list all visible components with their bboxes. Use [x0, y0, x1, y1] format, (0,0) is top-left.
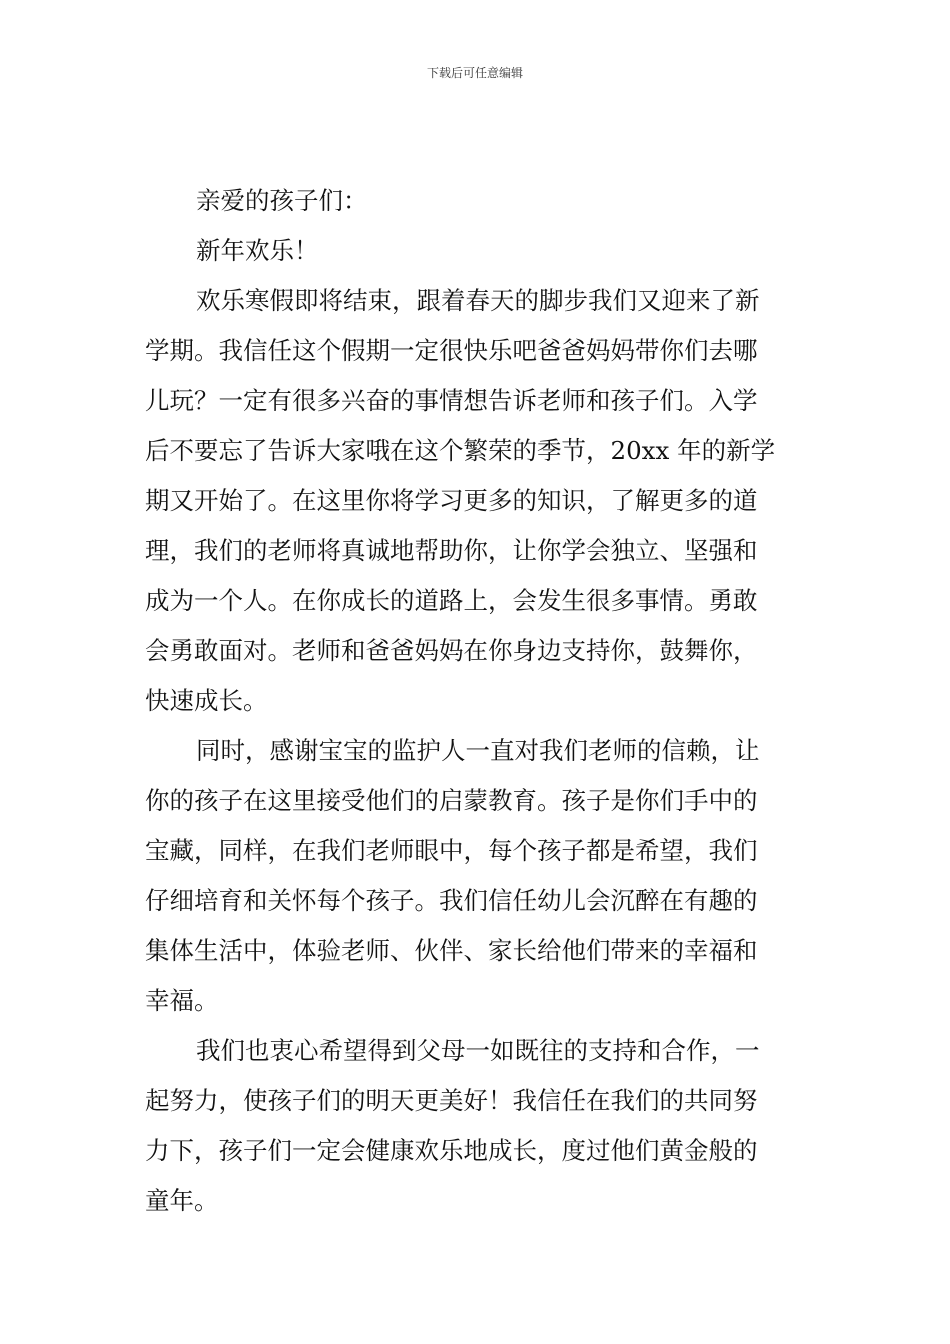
page-header: 下载后可任意编辑	[426, 66, 523, 80]
greeting: 新年欢乐！	[196, 236, 319, 265]
paragraph-line: 集体生活中，体验老师、伙伴、家长给他们带来的幸福和	[145, 936, 758, 965]
paragraph-line: 期又开始了。在这里你将学习更多的知识，了解更多的道	[145, 486, 758, 515]
paragraph-line: 你的孩子在这里接受他们的启蒙教育。孩子是你们手中的	[145, 786, 758, 815]
letter-body	[145, 176, 810, 1226]
paragraph-line: 幸福。	[145, 986, 219, 1015]
paragraph-line: 会勇敢面对。老师和爸爸妈妈在你身边支持你，鼓舞你，	[145, 636, 758, 665]
paragraph-line: 童年。	[145, 1186, 219, 1215]
paragraph-2	[145, 726, 810, 1026]
paragraph-line: 快速成长。	[145, 686, 268, 715]
paragraph-line: 学期。我信任这个假期一定很快乐吧爸爸妈妈带你们去哪	[145, 336, 758, 365]
salutation: 亲爱的孩子们：	[196, 186, 368, 215]
paragraph-line: 宝藏，同样，在我们老师眼中，每个孩子都是希望，我们	[145, 836, 758, 865]
paragraph-3	[145, 1026, 810, 1226]
paragraph-line: 仔细培育和关怀每个孩子。我们信任幼儿会沉醉在有趣的	[145, 886, 758, 915]
paragraph-line: 成为一个人。在你成长的道路上，会发生很多事情。勇敢	[145, 586, 758, 615]
paragraph-line: 力下，孩子们一定会健康欢乐地成长，度过他们黄金般的	[145, 1136, 758, 1165]
paragraph-1	[145, 276, 810, 726]
paragraph-line: 理，我们的老师将真诚地帮助你，让你学会独立、坚强和	[145, 536, 758, 565]
paragraph-line: 欢乐寒假即将结束，跟着春天的脚步我们又迎来了新	[196, 286, 760, 315]
paragraph-line: 同时，感谢宝宝的监护人一直对我们老师的信赖，让	[196, 736, 760, 765]
paragraph-line: 起努力，使孩子们的明天更美好！我信任在我们的共同努	[145, 1086, 758, 1115]
paragraph-line: 儿玩？一定有很多兴奋的事情想告诉老师和孩子们。入学	[145, 386, 758, 415]
paragraph-line: 后不要忘了告诉大家哦在这个繁荣的季节，20xx 年的新学	[145, 436, 776, 465]
paragraph-line: 我们也衷心希望得到父母一如既往的支持和合作，一	[196, 1036, 760, 1065]
